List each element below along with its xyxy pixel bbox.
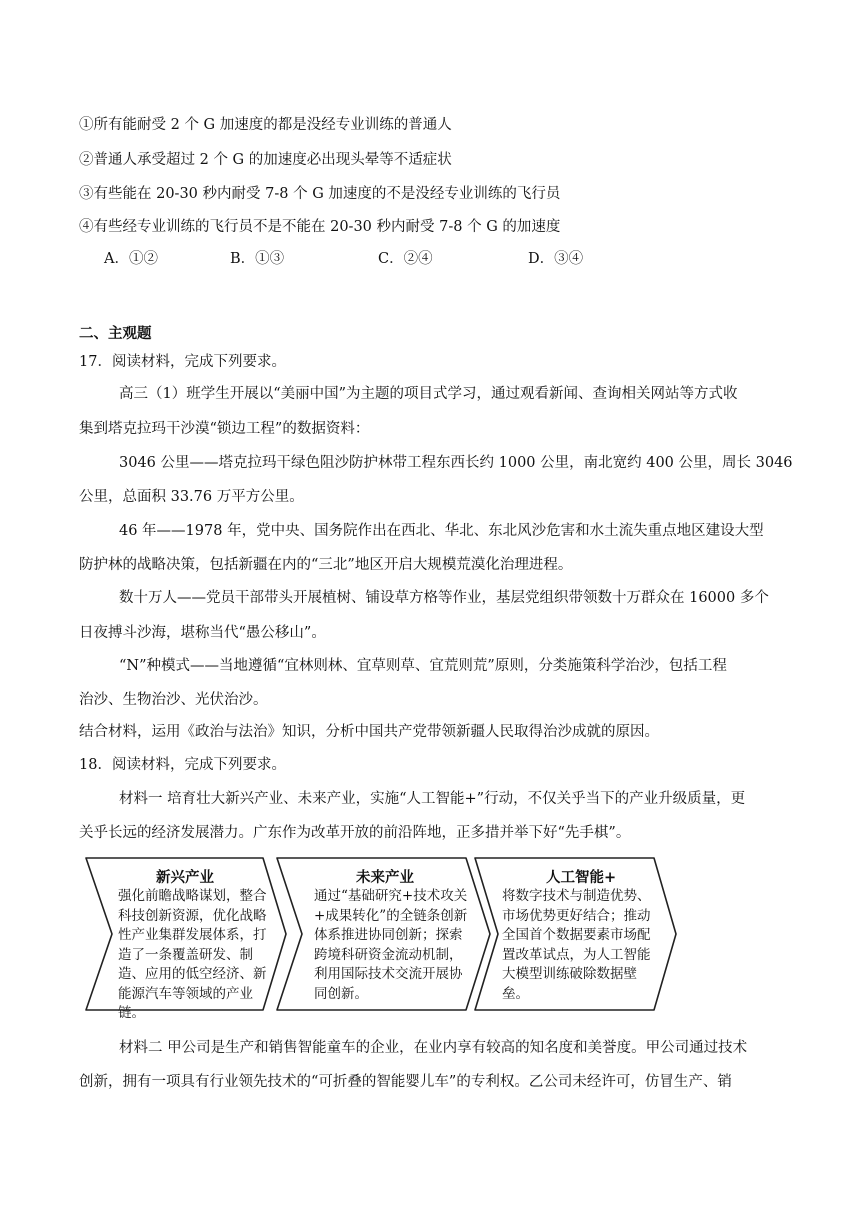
flow-box-3-text: 将数字技术与制造优势、市场优势更好结合；推动全国首个数据要素市场配置改革试点，为人工智能大模型训练破除数据壁垒。 — [502, 888, 651, 1002]
flow-box-2-text: 通过“基础研究+技术攻关+成果转化”的全链条创新体系推进协同创新；探索跨境科研资金流动机制，利用国际技术交流开展协同创新。 — [314, 888, 468, 1002]
statement-4: ④有些经专业训练的飞行员不是不能在 20-30 秒内耐受 7-8 个 G 的加速度 — [79, 219, 561, 235]
q17-paragraph-1-cont: 集到塔克拉玛干沙漠“锁边工程”的数据资料： — [79, 421, 370, 437]
section-title: 二、主观题 — [79, 325, 152, 342]
flow-box-1-text: 强化前瞻战略谋划，整合科技创新资源，优化战略性产业集群发展体系，打造了一条覆盖研发、制造、应用的低空经济、新能源汽车等领域的产业链。 — [118, 888, 267, 1021]
statement-2: ②普通人承受超过 2 个 G 的加速度必出现头晕等不适症状 — [79, 152, 452, 168]
q18-material-1-cont: 关乎长远的经济发展潜力。广东作为改革开放的前沿阵地，正多措并举下好“先手棋”。 — [79, 825, 631, 841]
q17-paragraph-3-cont: 防护林的战略决策，包括新疆在内的“三北”地区开启大规模荒漠化治理进程。 — [79, 557, 573, 573]
option-c[interactable]: C．②④ — [378, 251, 433, 267]
flow-box-3-title: 人工智能+ — [546, 869, 617, 886]
q17-heading: 17．阅读材料，完成下列要求。 — [79, 354, 286, 370]
q18-heading: 18．阅读材料，完成下列要求。 — [79, 757, 286, 773]
option-d[interactable]: D．③④ — [528, 251, 584, 267]
q17-paragraph-3: 46 年——1978 年，党中央、国务院作出在西北、华北、东北风沙危害和水土流失重点地区建设大型 — [119, 523, 764, 539]
q17-paragraph-2: 3046 公里——塔克拉玛干绿色阻沙防护林带工程东西长约 1000 公里，南北宽约 400 公里，周长 3046 — [119, 455, 793, 471]
option-a[interactable]: A．①② — [104, 251, 158, 267]
statement-3: ③有些能在 20-30 秒内耐受 7-8 个 G 加速度的不是没经专业训练的飞行员 — [79, 186, 561, 202]
q17-paragraph-5: “N”种模式——当地遵循“宜林则林、宜草则草、宜荒则荒”原则，分类施策科学治沙，包括工程 — [119, 658, 727, 674]
flow-box-1-title: 新兴产业 — [156, 869, 214, 886]
q17-paragraph-1: 高三（1）班学生开展以“美丽中国”为主题的项目式学习，通过观看新闻、查询相关网站等方式收 — [119, 386, 738, 402]
q17-paragraph-4: 数十万人——党员干部带头开展植树、铺设草方格等作业，基层党组织带领数十万群众在 16000 多个 — [119, 590, 769, 606]
q17-paragraph-4-cont: 日夜搏斗沙海，堪称当代“愚公移山”。 — [79, 625, 326, 641]
option-b[interactable]: B．①③ — [230, 251, 285, 267]
q18-material-2-cont: 创新，拥有一项具有行业领先技术的“可折叠的智能婴儿车”的专利权。乙公司未经许可，仿冒生产、销 — [79, 1074, 732, 1090]
flow-diagram — [78, 854, 682, 1021]
q18-material-2: 材料二 甲公司是生产和销售智能童车的企业，在业内享有较高的知名度和美誉度。甲公司通过技术 — [119, 1040, 748, 1056]
q17-task: 结合材料，运用《政治与法治》知识，分析中国共产党带领新疆人民取得治沙成就的原因。 — [79, 724, 659, 740]
q18-material-1: 材料一 培育壮大新兴产业、未来产业，实施“人工智能+”行动，不仅关乎当下的产业升级质量，更 — [119, 791, 746, 807]
flow-box-2-title: 未来产业 — [356, 869, 414, 886]
statement-1: ①所有能耐受 2 个 G 加速度的都是没经专业训练的普通人 — [79, 117, 452, 133]
q17-paragraph-5-cont: 治沙、生物治沙、光伏治沙。 — [79, 692, 268, 708]
q17-paragraph-2-cont: 公里，总面积 33.76 万平方公里。 — [79, 489, 304, 505]
